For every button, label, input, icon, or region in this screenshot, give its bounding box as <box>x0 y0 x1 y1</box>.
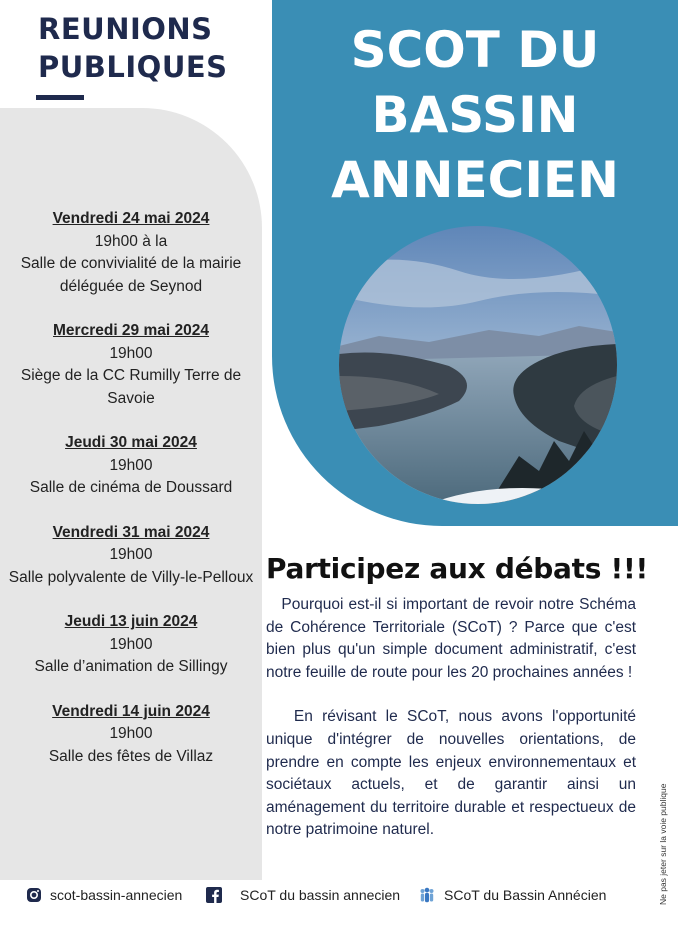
title-underline <box>36 95 84 100</box>
meeting-date: Vendredi 31 mai 2024 <box>52 523 210 541</box>
meeting-item <box>8 320 254 410</box>
meeting-date: Vendredi 14 juin 2024 <box>52 702 210 720</box>
title-line-2: PUBLIQUES <box>38 50 228 84</box>
body-text <box>266 594 641 842</box>
meeting-place: Salle de convivialité de la mairie déléguée de Seynod <box>20 255 242 295</box>
meeting-item <box>8 522 254 590</box>
facebook-icon <box>206 887 222 903</box>
meeting-item <box>8 208 254 298</box>
meeting-date: Vendredi 24 mai 2024 <box>52 210 210 227</box>
meeting-item <box>8 432 254 500</box>
lake-landscape-photo <box>339 226 617 504</box>
community-icon <box>418 887 436 903</box>
headline: Participez aux débats !!! <box>266 552 648 585</box>
meetings-list <box>8 208 254 790</box>
instagram-label: scot-bassin-annecien <box>50 887 183 903</box>
meeting-date: Mercredi 29 mai 2024 <box>53 322 209 339</box>
side-note: Ne pas jeter sur la voie publique <box>658 783 668 905</box>
banner-title <box>272 18 678 213</box>
meeting-time: 19h00 à la <box>94 232 168 250</box>
meeting-item <box>8 701 254 769</box>
instagram-icon <box>26 887 42 903</box>
facebook-label: SCoT du bassin annecien <box>240 887 401 903</box>
meeting-date: Jeudi 30 mai 2024 <box>65 434 197 451</box>
meeting-place: Salle d’animation de Sillingy <box>34 658 228 675</box>
banner-title-line-1: SCOT DU <box>350 21 600 79</box>
paragraph-1: Pourquoi est-il si important de revoir notre Schéma de Cohérence Territoriale (SCoT) ? Parce que c'est bien plus qu'un simple document administratif, c'est notre feuille de route pour les 20 prochaines années ! <box>266 596 641 681</box>
meeting-item <box>8 611 254 679</box>
footer <box>0 880 678 928</box>
community-label: SCoT du Bassin Annécien <box>444 887 607 903</box>
meeting-place: Salle polyvalente de Villy-le-Pelloux <box>8 568 254 586</box>
meeting-place: Salle des fêtes de Villaz <box>48 747 214 765</box>
meeting-time: 19h00 <box>109 635 153 653</box>
meeting-time: 19h00 <box>109 456 153 474</box>
banner-title-line-2: BASSIN <box>371 86 579 144</box>
meeting-time: 19h00 <box>109 725 153 742</box>
banner-title-line-3: ANNECIEN <box>331 151 619 209</box>
paragraph-2: En révisant le SCoT, nous avons l'opportunité unique d'intégrer de nouvelles orientations, de prendre en compte les enjeux environnementaux et sociétaux actuels, et de garantir ainsi un aménagement du territoire durable et respectueux de notre patrimoine naturel. <box>266 708 641 839</box>
title-block <box>0 0 262 108</box>
instagram-link[interactable] <box>26 887 182 903</box>
community-link[interactable] <box>418 887 606 903</box>
meeting-date: Jeudi 13 juin 2024 <box>64 613 198 630</box>
title-line-1: REUNIONS <box>38 12 213 46</box>
meeting-place: Siège de la CC Rumilly Terre de Savoie <box>20 367 242 407</box>
facebook-link[interactable] <box>206 887 400 903</box>
meeting-time: 19h00 <box>109 344 153 362</box>
meeting-place: Salle de cinéma de Doussard <box>29 479 233 496</box>
meeting-time: 19h00 <box>109 546 153 563</box>
